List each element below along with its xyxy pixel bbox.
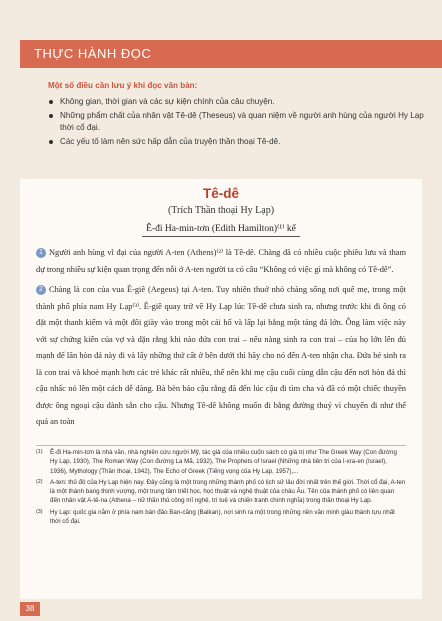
footnote-text: Hy Lạp: quốc gia nằm ở phía nam bán đảo Ban-căng (Balkan), nơi sinh ra một trong những nền văn minh giàu thành tựu nhất thời cổ đại.	[50, 508, 395, 526]
paragraph-number-badge: 1	[36, 248, 46, 258]
note-item: Không gian, thời gian và các sự kiện chính của câu chuyện.	[48, 96, 428, 108]
footnote-text: A-ten: thủ đô của Hy Lạp hiện nay. Đây cũng là một trong những thành phố có lịch sử lâu đời nhất trên thế giới. Thời cổ đại, A-ten là một thành bang thịnh vượng, một trung tâm triết học, học thuật và nghệ thuật của châu Âu. Tên của thành phố có liên quan đến nhân vật A-tê-na (Athena – nữ thần thủ công mĩ nghệ, trí tuệ và chiến tranh chính nghĩa) trong thần thoại Hy Lạp.	[50, 478, 406, 505]
footnote-divider	[36, 445, 406, 446]
footnote	[36, 448, 406, 476]
footnote-mark: (3)	[36, 508, 43, 515]
paragraph	[36, 282, 406, 431]
page-number: 38	[20, 602, 40, 616]
story-author: Ê-đi Ha-min-tơn (Edith Hamilton)⁽¹⁾ kể	[146, 224, 296, 234]
notes-heading: Một số điều cần lưu ý khi đọc văn bản:	[48, 81, 198, 90]
paragraph	[36, 245, 406, 278]
footnote	[36, 508, 406, 527]
paragraph-text: Người anh hùng vĩ đại của người A-ten (Athens)⁽²⁾ là Tê-dê. Chàng đã có nhiều cuộc phiêu lưu và tham dự trong nhiều sự kiện quan trọng đến nỗi ở A-ten người ta có câu “Không có việc gì mà không có Tê-dê”.	[36, 248, 406, 274]
paragraph-text: Chàng là con của vua Ê-giê (Aegeus) tại A-ten. Tuy nhiên thuở nhỏ chàng sống nơi quê mẹ, trong một thành phố phía nam Hy Lạp⁽³⁾. Ê-giê quay trở về Hy Lạp lúc Tê-dê chưa sinh ra, nhưng trước khi đi ông có đặt một thanh kiếm và một đôi giày vào trong một cái hố và lấp lại bằng một tảng đá lớn. Ông làm việc này với sự chứng kiến của vợ và dặn rằng khi nào đứa con trai – nếu nàng sinh ra con trai – của họ lớn lên đủ mạnh để lăn hòn đá này đi và lấy những thứ cất ở bên dưới thì hãy cho nó đến A-ten nhận cha. Đứa bé sinh ra là con trai và khoẻ mạnh hơn các trẻ khác rất nhiều, thế nên khi mẹ cậu cuối cùng dẫn cậu đến nơi hòn đá thì cậu nhấc nó lên một cách dễ dàng. Bà bèn báo cậu rằng đã đến lúc cậu đi tìm cha và đã có một chiếc thuyền được ông ngoại cậu dành sẵn cho cậu. Nhưng Tê-dê không muốn đi bằng đường thuỷ vì chuyến đi như thế quá an toàn	[36, 285, 406, 426]
note-item: Các yếu tố làm nên sức hấp dẫn của truyện thần thoại Tê-dê.	[48, 136, 428, 148]
story-title: Tê-dê	[202, 186, 239, 201]
section-title: THỰC HÀNH ĐỌC	[34, 46, 152, 61]
footnote	[36, 478, 406, 506]
note-item: Những phẩm chất của nhân vật Tê-dê (Theseus) và quan niệm về người anh hùng của người Hy Lạp thời cổ đại.	[48, 110, 428, 133]
story-body	[36, 245, 406, 435]
footnote-mark: (1)	[36, 449, 43, 455]
story-subtitle: (Trích Thần thoại Hy Lạp)	[167, 205, 275, 216]
reading-notes	[48, 80, 428, 151]
author-underline	[142, 236, 300, 237]
paragraph-number-badge: 2	[36, 285, 46, 295]
footnote-text: Ê-đi Ha-min-tơn là nhà văn, nhà nghiên cứu người Mỹ, tác giả của nhiều cuốn sách có giá trị như The Greek Way (Con đường Hy Lạp, 1930), The Roman Way (Con đường La Mã, 1932), The Prophets of Israel (Những nhà tiên tri của I-xra-en (Israel), 1936), Mythology (Thần thoại, 1942), The Echo of Greek (Tiếng vọng của Hy Lạp, 1957),...	[50, 449, 397, 475]
footnote-mark: (2)	[36, 478, 43, 485]
notes-list	[48, 96, 428, 148]
footnotes	[36, 448, 406, 528]
